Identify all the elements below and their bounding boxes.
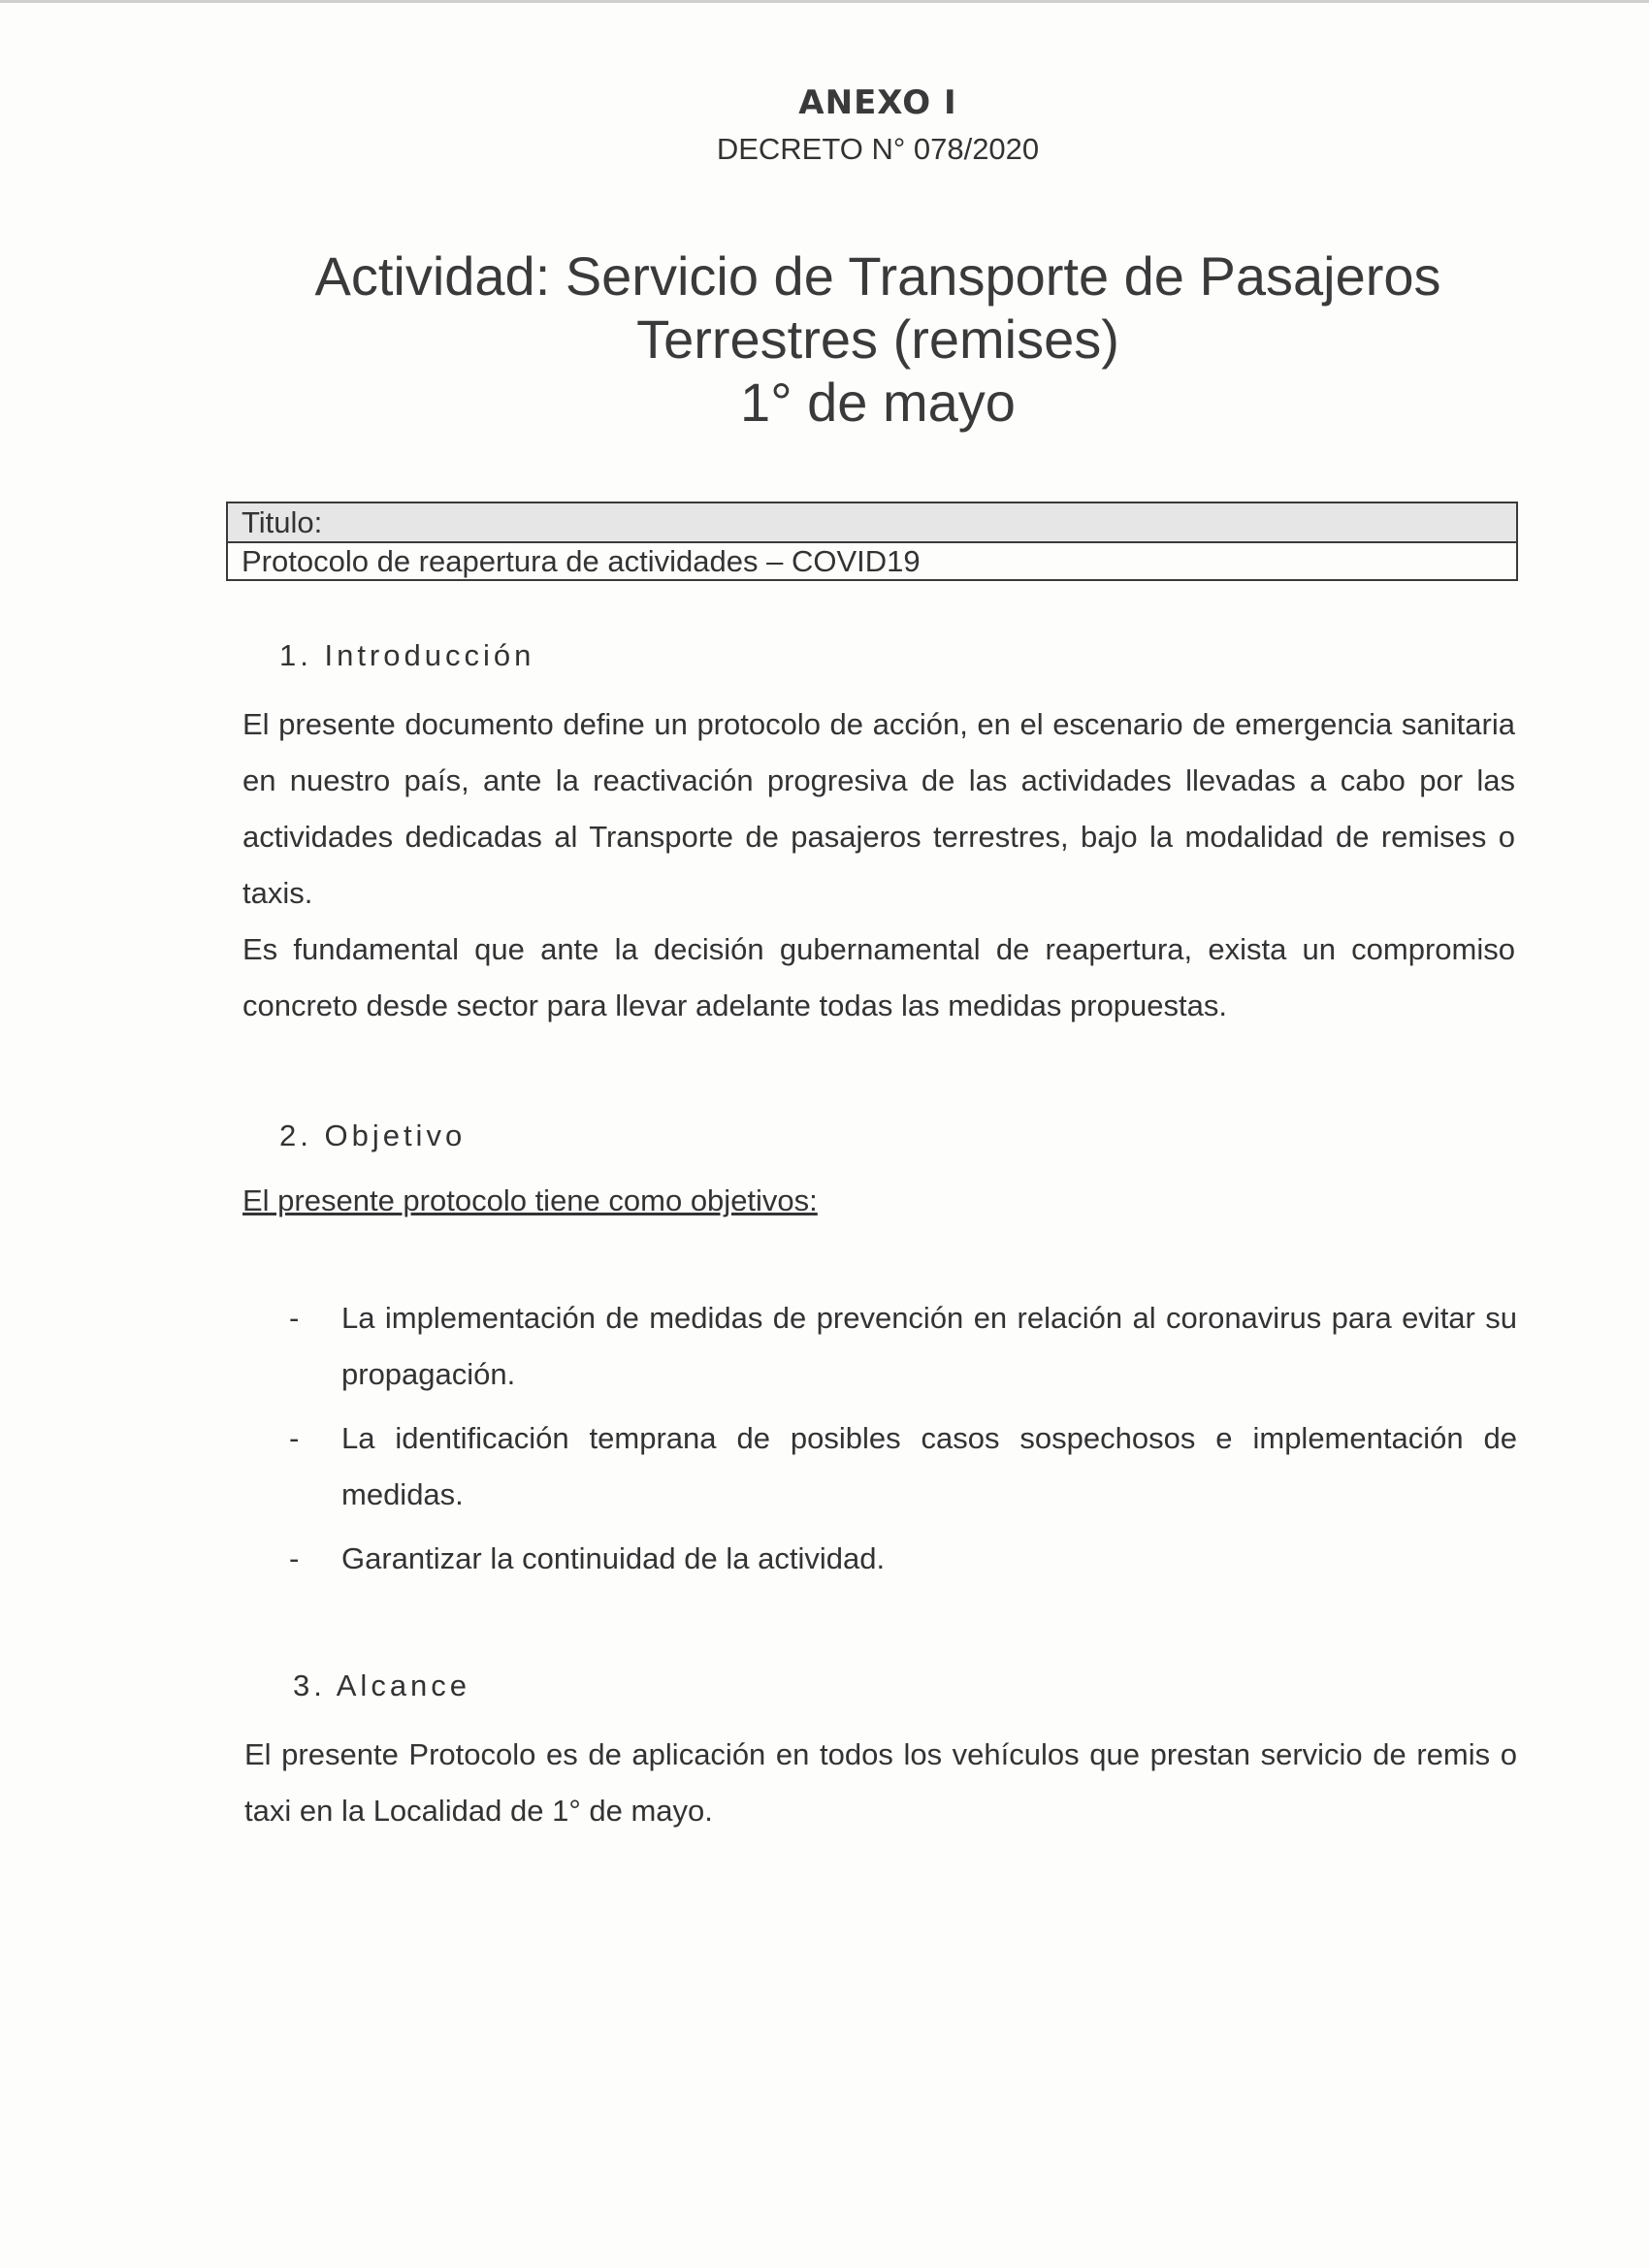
- scope-paragraph: El presente Protocolo es de aplicación en todos los vehículos que prestan servicio de remis o taxi en la Localidad de 1° de mayo.: [244, 1737, 1517, 1828]
- title-box: [226, 502, 1518, 581]
- introduction-paragraph-1: El presente documento define un protocolo de acción, en el escenario de emergencia sanitaria en nuestro país, ante la reactivación progresiva de las actividades llevadas a cabo por las actividades dedicadas al Transporte de pasajeros terrestres, bajo la modalidad de remises o taxis.: [242, 707, 1515, 910]
- activity-title-line-2: Terrestres (remises): [636, 308, 1119, 370]
- list-item-text: Garantizar la continuidad de la actividad.: [341, 1541, 886, 1575]
- list-item-text: La identificación temprana de posibles casos sospechosos e implementación de medidas.: [341, 1421, 1517, 1511]
- title-box-value: Protocolo de reapertura de actividades – COVID19: [242, 544, 921, 578]
- page-top-edge: [0, 0, 1649, 3]
- section-heading-scope: 3. Alcance: [293, 1669, 471, 1702]
- list-item: [289, 1290, 1517, 1403]
- section-heading-objective: 2. Objetivo: [279, 1118, 467, 1152]
- bullet-dash: -: [289, 1421, 300, 1455]
- list-item: [289, 1531, 1517, 1587]
- objective-list: [289, 1290, 1517, 1595]
- introduction-paragraph-2: Es fundamental que ante la decisión gubernamental de reapertura, exista un compromiso concreto desde sector para llevar adelante todas las medidas propuestas.: [242, 932, 1515, 1022]
- annex-title: ANEXO I: [798, 83, 957, 122]
- bullet-dash: -: [289, 1301, 300, 1335]
- objective-lead: El presente protocolo tiene como objetivos:: [242, 1183, 818, 1217]
- activity-title: [0, 244, 1649, 434]
- list-item-text: La implementación de medidas de prevención en relación al coronavirus para evitar su propagación.: [341, 1301, 1517, 1391]
- section-heading-introduction: 1. Introducción: [279, 638, 535, 672]
- introduction-body: [242, 697, 1515, 1034]
- bullet-dash: -: [289, 1541, 300, 1575]
- decree-number: DECRETO N° 078/2020: [716, 132, 1040, 166]
- title-box-label: Titulo:: [228, 503, 1516, 543]
- activity-title-line-1: Actividad: Servicio de Transporte de Pasajeros: [314, 245, 1441, 307]
- scope-body: [244, 1727, 1517, 1839]
- list-item: [289, 1410, 1517, 1523]
- activity-title-line-3: 1° de mayo: [740, 372, 1016, 433]
